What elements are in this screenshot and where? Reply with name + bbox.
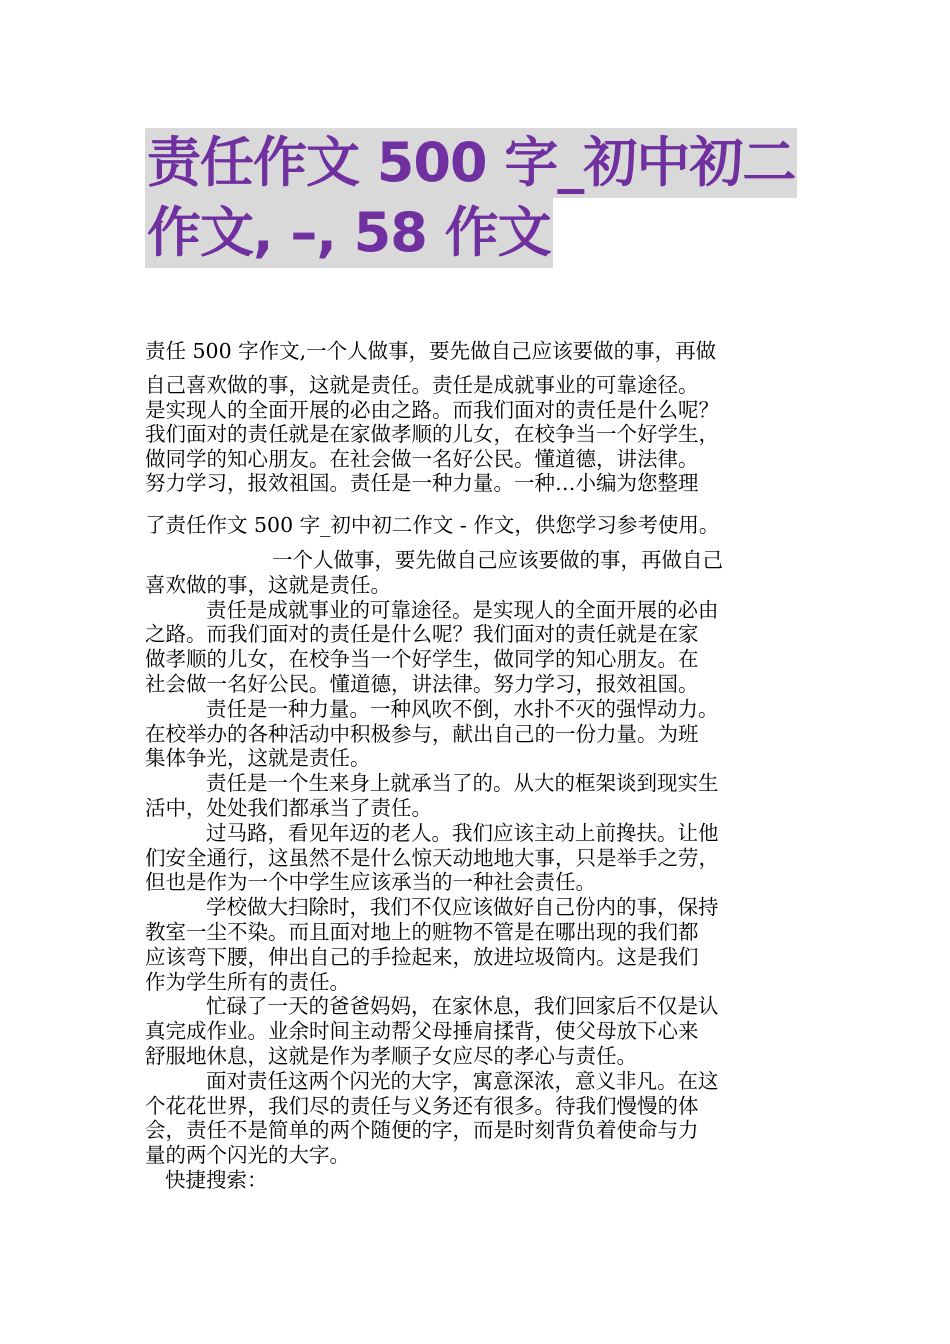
paragraph-line: 责任是一种力量。一种风吹不倒，水扑不灭的强悍动力。 [206,696,719,721]
paragraph-line: 忙碌了一天的爸爸妈妈，在家休息，我们回家后不仅是认 [206,994,719,1019]
paragraph-line: 一个人做事，要先做自己应该要做的事，再做自己 [272,548,723,572]
paragraph-line: 学校做大扫除时，我们不仅应该做好自己份内的事，保持 [206,895,719,920]
summary-line: 我们面对的责任就是在家做孝顺的儿女，在校争当一个好学生， [145,422,719,446]
paragraph-line: 作为学生所有的责任。 [145,969,350,994]
paragraph-line: 活中，处处我们都承当了责任。 [145,795,432,820]
paragraph-8 [145,1069,810,1168]
summary-line: 自己喜欢做的事，这就是责任。责任是成就事业的可靠途径。 [145,373,699,397]
title-line-2: 作文, –, 58 作文 [145,198,553,268]
paragraph-line: 责任是一个生来身上就承当了的。从大的框架谈到现实生 [206,771,719,796]
paragraph-line: 在校举办的各种活动中积极参与，献出自己的一份力量。为班 [145,721,699,746]
paragraph-line: 责任是成就事业的可靠途径。是实现人的全面开展的必由 [206,597,719,622]
summary-body [145,373,810,496]
summary-last-line: 了责任作文 500 字_初中初二作文 - 作文，供您学习参考使用。 [145,513,720,537]
paragraph-line: 应该弯下腰，伸出自己的手捡起来，放进垃圾筒内。这是我们 [145,944,699,969]
summary-line: 做同学的知心朋友。在社会做一名好公民。懂道德，讲法律。 [145,446,699,471]
paragraph-line: 会，责任不是简单的两个随便的字，而是时刻背负着使命与力 [145,1118,699,1143]
paragraph-1 [145,548,810,598]
paragraph-line: 过马路，看见年迈的老人。我们应该主动上前搀扶。让他 [206,820,719,845]
paragraph-line: 教室一尘不染。而且面对地上的赃物不管是在哪出现的我们都 [145,919,699,944]
paragraph-line: 但也是作为一个中学生应该承当的一种社会责任。 [145,870,596,895]
summary-line: 是实现人的全面开展的必由之路。而我们面对的责任是什么呢？ [145,397,719,422]
paragraph-line: 之路。而我们面对的责任是什么呢？我们面对的责任就是在家 [145,622,699,647]
paragraph-4 [145,771,810,821]
paragraph-line: 喜欢做的事，这就是责任。 [145,572,391,597]
paragraph-7 [145,994,810,1068]
paragraph-line: 真完成作业。业余时间主动帮父母捶肩揉背，使父母放下心来 [145,1019,699,1044]
paragraph-line: 舒服地休息，这就是作为孝顺子女应尽的孝心与责任。 [145,1043,637,1068]
paragraph-line: 集体争光，这就是责任。 [145,746,371,771]
paragraph-line: 个花花世界，我们尽的责任与义务还有很多。待我们慢慢的体 [145,1093,699,1118]
document-title [145,128,825,268]
summary-line: 努力学习，报效祖国。责任是一种力量。一种…小编为您整理 [145,471,699,495]
paragraph-2 [145,598,810,697]
paragraph-line: 们安全通行，这虽然不是什么惊天动地地大事，只是举手之劳， [145,845,719,870]
summary-line-1: 责任 500 字作文,一个人做事，要先做自己应该要做的事，再做 [145,339,717,363]
article-body [145,548,810,1193]
paragraph-6 [145,895,810,994]
quick-search-label: 快捷搜索： [165,1167,268,1192]
paragraph-line: 面对责任这两个闪光的大字，寓意深浓，意义非凡。在这 [206,1068,719,1093]
title-line-1: 责任作文 500 字_初中初二 [145,128,797,198]
paragraph-line: 量的两个闪光的大字。 [145,1143,350,1168]
paragraph-5 [145,821,810,895]
paragraph-line: 社会做一名好公民。懂道德，讲法律。努力学习，报效祖国。 [145,671,699,696]
paragraph-3 [145,697,810,771]
paragraph-line: 做孝顺的儿女，在校争当一个好学生，做同学的知心朋友。在 [145,647,699,672]
